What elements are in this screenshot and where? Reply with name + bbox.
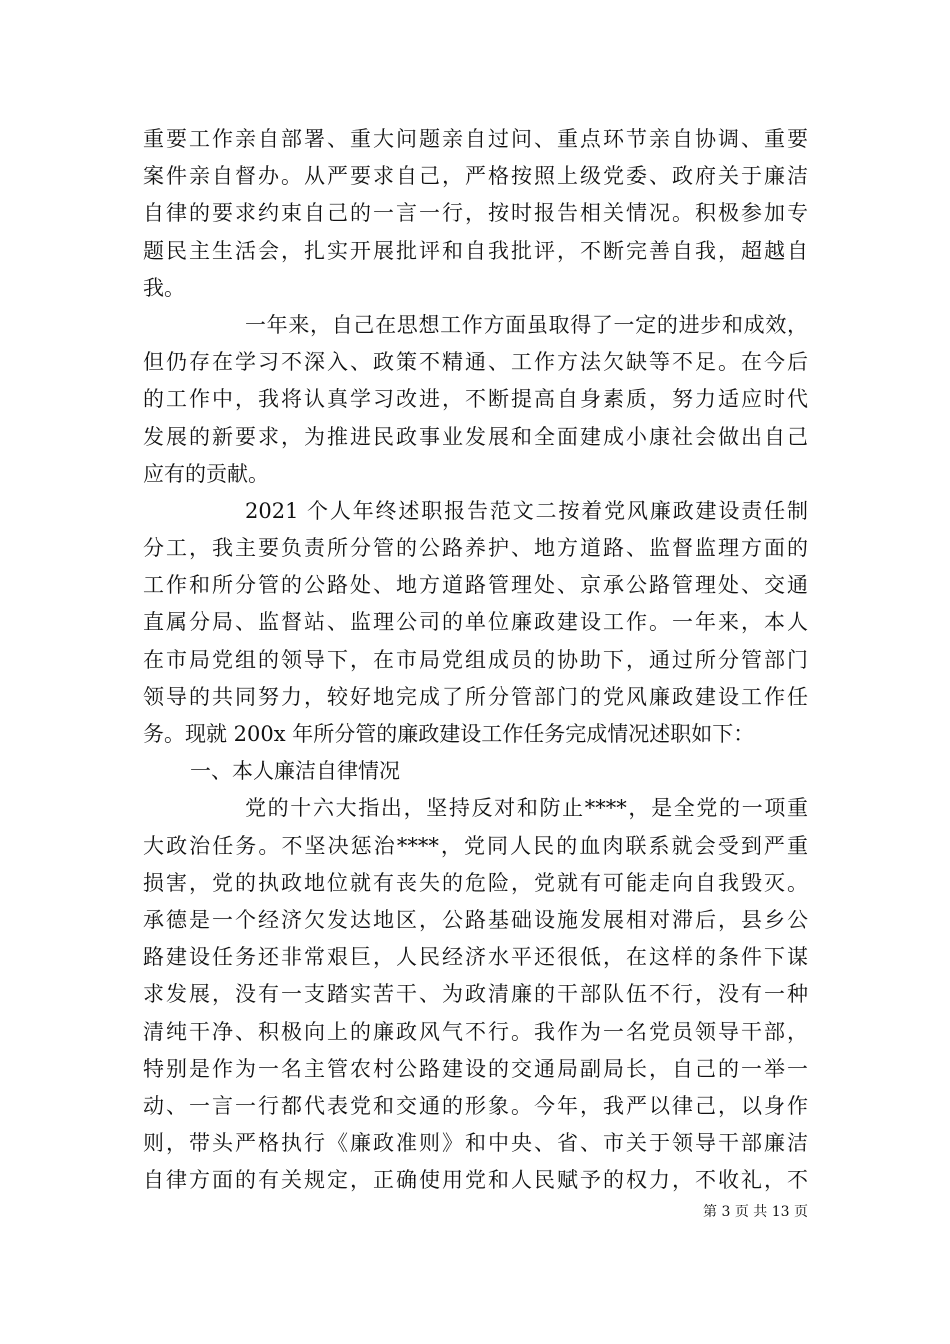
text-line: 一年来，自己在思想工作方面虽取得了一定的进步和成效， [245,312,808,337]
text-line: 我。 [143,275,185,300]
paragraph [143,307,808,493]
text-line: 务。现就 200x 年所分管的廉政建设工作任务完成情况述职如下： [143,722,755,746]
text-line: 工作和所分管的公路处、地方道路管理处、京承公路管理处、交通 [143,573,808,598]
text-line: 路建设任务还非常艰巨，人民经济水平还很低，在这样的条件下谋 [143,945,808,970]
text-line: 分工，我主要负责所分管的公路养护、地方道路、监督监理方面的 [143,536,808,561]
text-line: 承德是一个经济欠发达地区，公路基础设施发展相对滞后，县乡公 [143,907,808,932]
text-line: 党的十六大指出，坚持反对和防止****，是全党的一项重 [245,796,808,821]
text-line: 2021 个人年终述职报告范文二按着党风廉政建设责任制 [245,498,808,523]
text-line: 自律的要求约束自己的一言一行，按时报告相关情况。积极参加专 [143,201,808,226]
text-line: 的工作中，我将认真学习改进，不断提高自身素质，努力适应时代 [143,387,808,412]
text-line: 大政治任务。不坚决惩治****，党同人民的血肉联系就会受到严重 [143,833,808,858]
text-line: 但仍存在学习不深入、政策不精通、工作方法欠缺等不足。在今后 [143,350,808,375]
text-line: 案件亲自督办。从严要求自己，严格按照上级党委、政府关于廉洁 [143,164,808,189]
text-line: 应有的贡献。 [143,461,269,486]
text-line: 求发展，没有一支踏实苦干、为政清廉的干部队伍不行，没有一种 [143,982,808,1007]
paragraph [143,493,808,753]
text-line: 重要工作亲自部署、重大问题亲自过问、重点环节亲自协调、重要 [143,127,808,151]
section-heading-text: 一、本人廉洁自律情况 [190,759,400,784]
page-number-footer: 第 3 页 共 13 页 [703,1204,808,1220]
text-line: 特别是作为一名主管农村公路建设的交通局副局长，自己的一举一 [143,1056,808,1081]
text-line: 领导的共同努力，较好地完成了所分管部门的党风廉政建设工作任 [143,684,808,709]
section-heading [143,753,808,790]
text-line: 动、一言一行都代表党和交通的形象。今年，我严以律己，以身作 [143,1093,808,1118]
text-line: 损害，党的执政地位就有丧失的危险，党就有可能走向自我毁灭。 [143,870,808,895]
paragraph [143,790,808,1199]
paragraph [143,121,808,307]
text-line: 自律方面的有关规定，正确使用党和人民赋予的权力，不收礼，不 [143,1168,808,1193]
text-line: 题民主生活会，扎实开展批评和自我批评，不断完善自我，超越自 [143,238,808,263]
text-line: 清纯干净、积极向上的廉政风气不行。我作为一名党员领导干部， [143,1019,808,1044]
text-line: 则，带头严格执行《廉政准则》和中央、省、市关于领导干部廉洁 [143,1131,808,1156]
document-page-body [143,121,808,1199]
text-line: 发展的新要求，为推进民政事业发展和全面建成小康社会做出自己 [143,424,808,449]
text-line: 直属分局、监督站、监理公司的单位廉政建设工作。一年来，本人 [143,610,808,635]
text-line: 在市局党组的领导下，在市局党组成员的协助下，通过所分管部门 [143,647,808,672]
